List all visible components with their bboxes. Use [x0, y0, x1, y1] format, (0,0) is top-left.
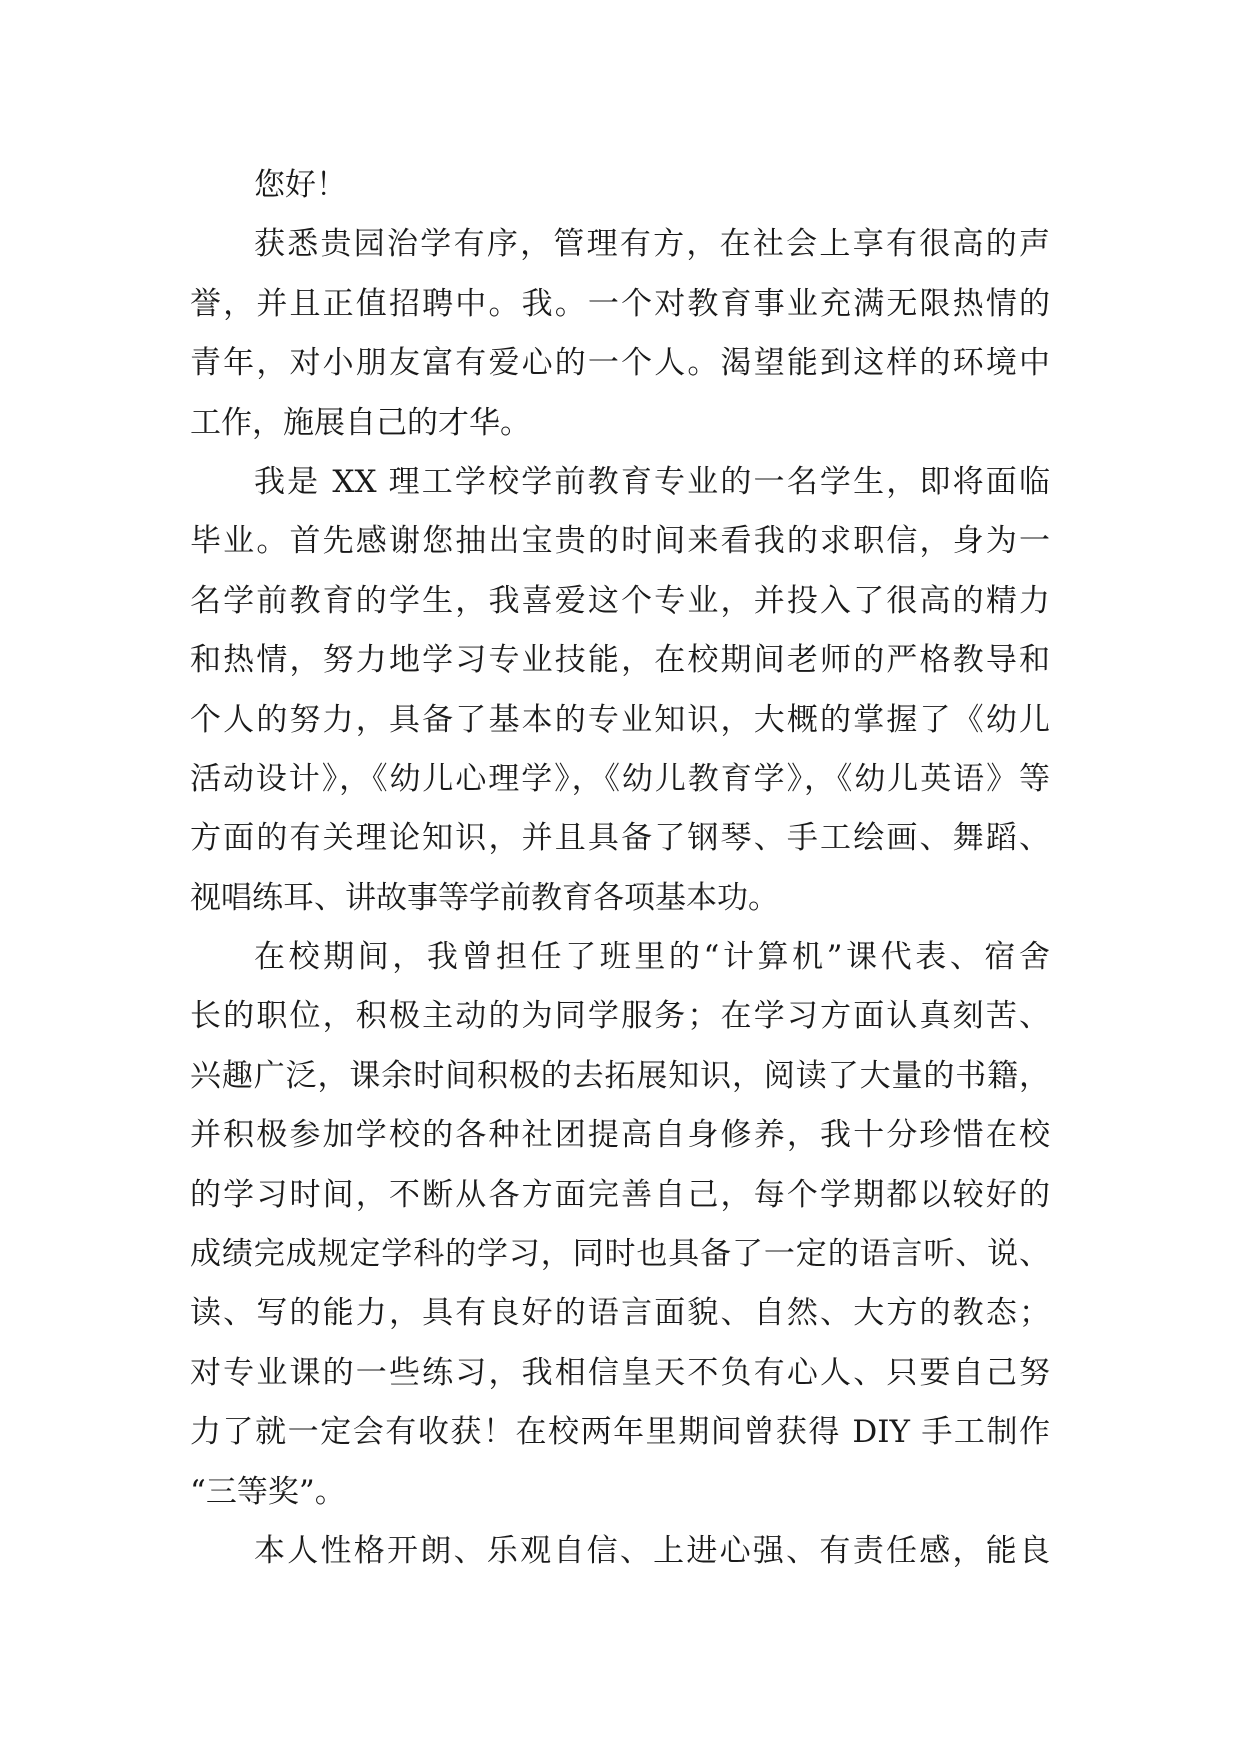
paragraph-3-line-3: 兴趣广泛，课余时间积极的去拓展知识，阅读了大量的书籍，: [190, 1057, 1050, 1094]
paragraph-3-line-7: 读、写的能力，具有良好的语言面貌、自然、大方的教态；: [190, 1295, 1050, 1332]
paragraph-3-line-9: 力了就一定会有收获！在校两年里期间曾获得 DIY 手工制作: [190, 1414, 1050, 1451]
paragraph-2-line-1: 我是 XX 理工学校学前教育专业的一名学生，即将面临: [254, 463, 1050, 500]
paragraph-3-line-2: 长的职位，积极主动的为同学服务；在学习方面认真刻苦、: [190, 998, 1050, 1035]
paragraph-2-line-4: 和热情，努力地学习专业技能，在校期间老师的严格教导和: [190, 642, 1050, 679]
paragraph-2-line-3: 名学前教育的学生，我喜爱这个专业，并投入了很高的精力: [190, 582, 1050, 619]
paragraph-1-line-1: 获悉贵园治学有序，管理有方，在社会上享有很高的声: [254, 226, 1050, 263]
paragraph-1-line-2: 誉，并且正值招聘中。我。一个对教育事业充满无限热情的: [190, 285, 1050, 322]
paragraph-3-line-5: 的学习时间，不断从各方面完善自己，每个学期都以较好的: [190, 1176, 1050, 1213]
letter-body: [190, 156, 1050, 1581]
paragraph-2-line-8: 视唱练耳、讲故事等学前教育各项基本功。: [190, 879, 779, 916]
paragraph-3-line-10: “三等奖”。: [190, 1473, 346, 1510]
paragraph-1-line-3: 青年，对小朋友富有爱心的一个人。渴望能到这样的环境中: [190, 345, 1050, 382]
paragraph-3-line-8: 对专业课的一些练习，我相信皇天不负有心人、只要自己努: [190, 1354, 1050, 1391]
paragraph-3-line-6: 成绩完成规定学科的学习，同时也具备了一定的语言听、说、: [190, 1236, 1050, 1273]
paragraph-2-line-7: 方面的有关理论知识，并且具备了钢琴、手工绘画、舞蹈、: [190, 820, 1050, 857]
paragraph-1-line-4: 工作，施展自己的才华。: [190, 404, 531, 441]
paragraph-2-line-5: 个人的努力，具备了基本的专业知识，大概的掌握了《幼儿: [190, 701, 1050, 738]
paragraph-3-line-1: 在校期间，我曾担任了班里的“计算机”课代表、宿舍: [254, 939, 1050, 976]
paragraph-3-line-4: 并积极参加学校的各种社团提高自身修养，我十分珍惜在校: [190, 1117, 1050, 1154]
greeting-line: 您好！: [254, 167, 347, 203]
paragraph-4-line-1: 本人性格开朗、乐观自信、上进心强、有责任感，能良: [254, 1532, 1050, 1569]
paragraph-2-line-6: 活动设计》，《幼儿心理学》，《幼儿教育学》，《幼儿英语》等: [190, 760, 1050, 797]
paragraph-2-line-2: 毕业。首先感谢您抽出宝贵的时间来看我的求职信，身为一: [190, 523, 1050, 560]
